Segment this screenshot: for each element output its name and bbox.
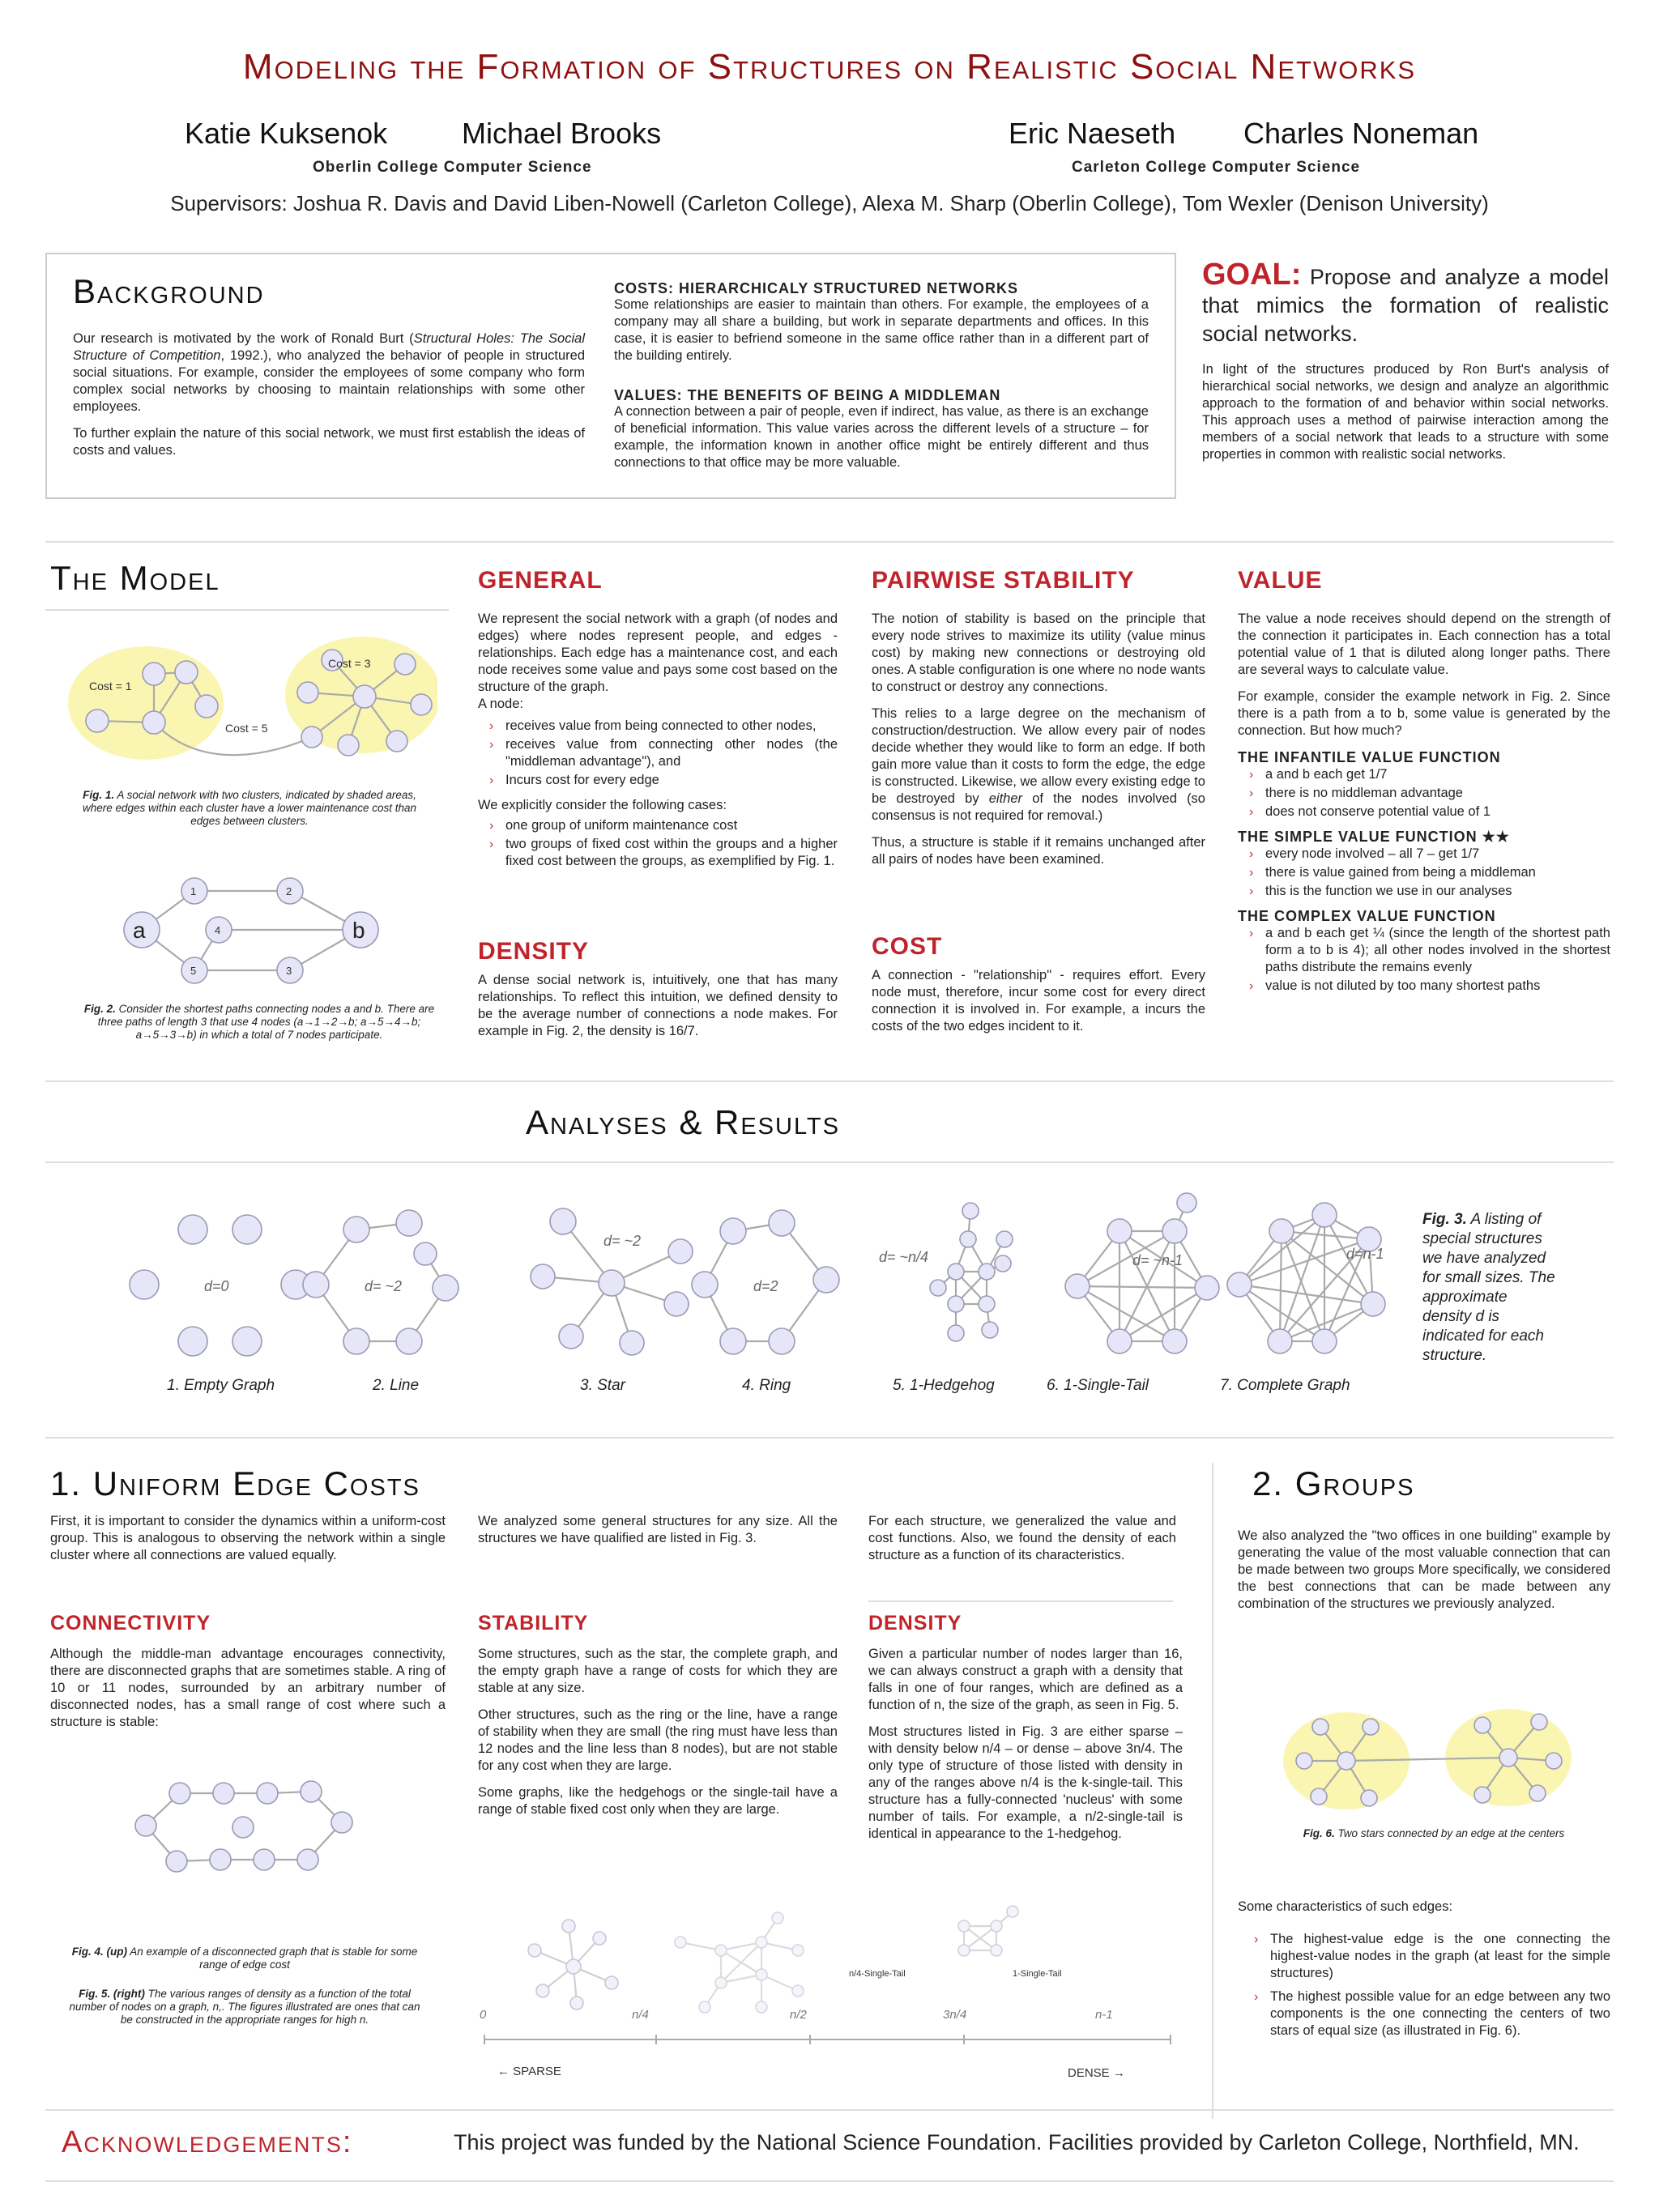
svg-text:1: 1 <box>190 885 197 897</box>
stability-text: Some structures, such as the star, the complete graph, and the empty graph have a range of costs for which they are stable at any size. Other structures, such as the ring or the line, have a range of stability when they are small (the ring must have less than 12 nodes and the line less than 8 nodes), but are not stable for any cost when they are large. Some graphs, like the hedgehogs or the single-tail have a range of stable fixed cost only when they are large. <box>478 1647 838 1817</box>
structure-label-1: 1. Empty Graph <box>167 1377 275 1394</box>
goal-text: In light of the structures produced by Ron Burt's analysis of hierarchical social networks, we design and analyze an algorithmic approach to the formation of and behavior within social networks. This approach uses a method of pairwise interaction among the members of a social network that leads to a structure with some properties in common with realistic social networks. <box>1202 362 1609 462</box>
svg-text:n/4: n/4 <box>632 2008 649 2022</box>
author-2: Michael Brooks <box>462 117 662 150</box>
fig2-caption: Fig. 2. Consider the shortest paths connecting nodes a and b. There are three paths of length 3 that use 4 nodes (a→1→2→b; a→5→4→b; a→5→3→b) in which a total of 7 nodes participate. <box>83 1003 435 1041</box>
structure-star <box>531 1208 693 1355</box>
structure-hedgehog <box>879 1203 1013 1341</box>
values-heading: VALUES: THE BENEFITS OF BEING A MIDDLEMAN <box>614 387 1001 403</box>
author-4: Charles Noneman <box>1243 117 1479 150</box>
fig6-caption: Fig. 6. Two stars connected by an edge at the centers <box>1303 1827 1565 1839</box>
groups-list: › The highest-value edge is the one connecting the highest-value nodes in the graph (at least for the simple structures) › The highest possible value for an edge between any two components is the one connecting the centers of two stars of equal size (as illustrated in Fig. 6). <box>1238 1928 1610 2048</box>
svg-text:DENSE →: DENSE → <box>1068 2066 1125 2080</box>
structure-label-5: 5. 1-Hedgehog <box>893 1377 995 1394</box>
ack-heading: Acknowledgements: <box>62 2125 353 2159</box>
fig1-cost5: Cost = 5 <box>225 722 268 735</box>
structure-empty <box>130 1215 310 1356</box>
svg-text:3n/4: 3n/4 <box>943 2008 967 2022</box>
supervisors: Supervisors: Joshua R. Davis and David Liben-Nowell (Carleton College), Alexa M. Sharp (Oberlin College), Tom Wexler (Denison University) <box>170 191 1489 215</box>
svg-text:← SPARSE: ← SPARSE <box>497 2065 561 2078</box>
uniform-heading: 1. Uniform Edge Costs <box>50 1464 420 1502</box>
fig4-graph <box>122 1774 389 1920</box>
svg-text:n/2: n/2 <box>790 2008 807 2022</box>
structure-label-4: 4. Ring <box>742 1377 791 1394</box>
fig5-caption: Fig. 5. (right) The various ranges of density as a function of the total number of nodes on a graph, n,. The figures illustrated are ones that can be constructed in the appropriate ranges for high n. <box>69 1988 420 2026</box>
fig3-caption: Fig. 3. A listing of special structures we have analyzed for small sizes. The approximate density d is indicated for each structure. <box>1422 1211 1555 1364</box>
structure-ring <box>692 1210 839 1354</box>
goal-lead: GOAL: Propose and analyze a model that mimics the formation of realistic social networks. <box>1202 258 1609 346</box>
general-heading: GENERAL <box>478 567 603 594</box>
svg-text:d= ~n-1: d= ~n-1 <box>1132 1252 1183 1268</box>
fig1-cost1: Cost = 1 <box>89 680 132 693</box>
connectivity-heading: CONNECTIVITY <box>50 1612 211 1634</box>
svg-text:1-Single-Tail: 1-Single-Tail <box>1013 1969 1062 1979</box>
fig2-graph <box>113 868 405 998</box>
analyses-heading: Analyses & Results <box>526 1103 840 1141</box>
svg-text:b: b <box>352 918 365 943</box>
values-text: A connection between a pair of people, even if indirect, has value, as there is an exchange of beneficial information. This value varies across the different levels of a structure – for example, the information known in another office might be entirely different and thus connections to that office may be more valuable. <box>614 404 1149 470</box>
svg-text:n-1: n-1 <box>1095 2008 1113 2022</box>
structure-label-6: 6. 1-Single-Tail <box>1047 1377 1149 1394</box>
structure-label-2: 2. Line <box>373 1377 420 1394</box>
general-text: We represent the social network with a graph (of nodes and edges) where nodes represent people, and edges - relationships. Each edge has a maintenance cost, and each node receives some value and pays some cost based on the structure of the graph. A node: › receives value from being connected to other nodes, › receives value from connecting other nodes (the "middleman advantage"), and › Incurs cost for every edge We explicitly consider the following cases: › one group of uniform maintenance cost › two groups of fixed cost within the groups and a higher fixed cost between the groups, as exemplified by Fig. 1. <box>478 611 838 878</box>
svg-text:d=n-1: d=n-1 <box>1346 1246 1384 1262</box>
groups-heading: 2. Groups <box>1252 1464 1415 1502</box>
connectivity-text: Although the middle-man advantage encourages connectivity, there are disconnected graphs that are sometimes stable. A ring of 10 or 11 nodes, surrounded by an arbitrary number of disconnected nodes, has a small range of cost where such a structure is stable: <box>50 1647 446 1729</box>
affiliation-right: Carleton College Computer Science <box>1072 159 1361 176</box>
model-heading: The Model <box>50 559 220 597</box>
stability-heading: STABILITY <box>478 1612 589 1634</box>
fig5-density-axis <box>478 1902 1175 2080</box>
structure-label-3: 3. Star <box>580 1377 625 1394</box>
fig1-caption: Fig. 1. A social network with two clusters, indicated by shaded areas, where edges within each cluster have a lower maintenance cost than edges between clusters. <box>83 789 416 827</box>
poster-title: Modeling the Formation of Structures on Realistic Social Networks <box>242 47 1417 87</box>
svg-text:2: 2 <box>286 885 292 897</box>
uniform-intro-1: First, it is important to consider the dynamics within a uniform-cost group. This is analogous to observing the network within a single cluster where all connections are valued equally. <box>50 1514 446 1562</box>
fig1-cost3: Cost = 3 <box>328 657 371 670</box>
uniform-intro-2: We analyzed some general structures for any size. All the structures we have qualified are listed in Fig. 3. <box>478 1514 838 1545</box>
groups-characteristics: Some characteristics of such edges: <box>1238 1899 1453 1914</box>
value-text: The value a node receives should depend on the strength of the connection it participates in. Each connection has a total potential value of 1 that is diluted along longer paths. There are several ways to calculate value. For example, consider the example network in Fig. 2. Since there is a path from a to b, some value is generated by the connection. But how much? THE INFANTILE VALUE FUNCTION › a and b each get 1/7 › there is no middleman advantage › does not conserve potential value of 1 THE SIMPLE VALUE FUNCTION ★★ › every node involved – all 7 – get 1/7 › there is value gained from being a middleman › this is the function we use in our analyses THE COMPLEX VALUE FUNCTION › a and b each get ¼ (since the length of the shortest path form a to b is 4); all other nodes involved in the shortest paths distribute the remains evenly › value is not diluted by too many shortest paths <box>1238 611 1610 1003</box>
author-3: Eric Naeseth <box>1009 117 1176 150</box>
svg-text:5: 5 <box>190 965 197 977</box>
pairwise-heading: PAIRWISE STABILITY <box>872 567 1135 594</box>
background-heading: Background <box>73 272 265 310</box>
author-1: Katie Kuksenok <box>185 117 388 150</box>
structure-single-tail <box>1065 1193 1219 1353</box>
svg-text:d= ~2: d= ~2 <box>603 1233 642 1249</box>
svg-text:d= ~n/4: d= ~n/4 <box>879 1249 929 1265</box>
structure-label-7: 7. Complete Graph <box>1220 1377 1350 1394</box>
fig4-caption: Fig. 4. (up) An example of a disconnected graph that is stable for some range of edge cost <box>71 1946 418 1971</box>
svg-text:d=2: d=2 <box>753 1278 778 1294</box>
svg-text:n/4-Single-Tail: n/4-Single-Tail <box>849 1969 906 1979</box>
cost-heading: COST <box>872 933 943 960</box>
value-heading: VALUE <box>1238 567 1323 594</box>
structure-line <box>303 1210 458 1354</box>
groups-text: We also analyzed the "two offices in one building" example by generating the value of the most valuable connection that can be made between two groups More specifically, we considered the best connections that can be made between any combination of the structures we previously analyzed. <box>1238 1528 1610 1611</box>
svg-text:a: a <box>133 918 146 943</box>
ack-text: This project was funded by the National Science Foundation. Facilities provided by Carleton College, Northfield, MN. <box>454 2130 1580 2154</box>
svg-text:d= ~2: d= ~2 <box>365 1278 403 1294</box>
svg-text:4: 4 <box>215 924 221 936</box>
density-uniform-heading: DENSITY <box>868 1612 962 1634</box>
uniform-intro-3: For each structure, we generalized the value and cost functions. Also, we found the density of each structure as a function of its characteristics. <box>868 1514 1176 1562</box>
costs-text: Some relationships are easier to maintain than others. For example, the employees of a company may all share a building, but work in separate departments and offices. In this case, it is easier to befriend someone in the same office rather than in a different part of the building entirely. <box>614 297 1149 363</box>
structure-complete <box>1227 1203 1385 1353</box>
density-heading: DENSITY <box>478 938 590 965</box>
costs-heading: COSTS: HIERARCHICALY STRUCTURED NETWORKS <box>614 280 1019 296</box>
affiliation-left: Oberlin College Computer Science <box>313 159 592 176</box>
density-uniform-text: Given a particular number of nodes larger than 16, we can always construct a graph with a density that falls in one of four ranges, which are defined as a function of n, the size of the graph, as seen in Fig. 5. Most structures listed in Fig. 3 are either sparse – with density below n/4 – or dense – above 3n/4. The only type of structure of those listed with density in any of the ranges above n/4 is the k-single-tail. This structure has a fully-connected 'nucleus' with some number of tails. For example, a n/2-single-tail is identical in appearance to the 1-hedgehog. <box>868 1647 1183 1841</box>
svg-text:d=0: d=0 <box>204 1278 229 1294</box>
svg-text:0: 0 <box>480 2008 487 2022</box>
svg-text:3: 3 <box>286 965 292 977</box>
fig6-graph <box>1280 1703 1588 1816</box>
pairwise-text: The notion of stability is based on the principle that every node strives to maximize its utility (value minus cost) by making new connections or destroying old ones. A stable configuration is one where no node wants to construct or destroy any connections. This relies to a large degree on the mechanism of construction/destruction. We allow every pair of nodes decide whether they would like to form an edge. If both gain more value than it costs to form the edge, the edge is constructed. Likewise, we allow every existing edge to be destroyed by either of the nodes involved (so consensus is not required for removal.) Thus, a structure is stable if it remains unchanged after all pairs of nodes have been examined. <box>872 612 1205 867</box>
fig1-graph <box>65 632 437 786</box>
background-text: Our research is motivated by the work of Ronald Burt (Structural Holes: The Social Structure of Competition, 1992.), who analyzed the behavior of people in structured social situations. For example, consider the employees of some company who form complex social networks by choosing to maintain relationships with some other employees. To further explain the nature of this social network, we must first establish the ideas of costs and values. <box>73 331 585 458</box>
cost-text: A connection - "relationship" - requires effort. Every node must, therefore, incur some cost for every direct connection it is involved in. For example, a incurs the costs of the two edges incident to it. <box>872 968 1205 1034</box>
density-text: A dense social network is, intuitively, one that has many relationships. To reflect this intuition, we defined density to be the average number of connections a node makes. For example in Fig. 2, the density is 16/7. <box>478 973 838 1038</box>
